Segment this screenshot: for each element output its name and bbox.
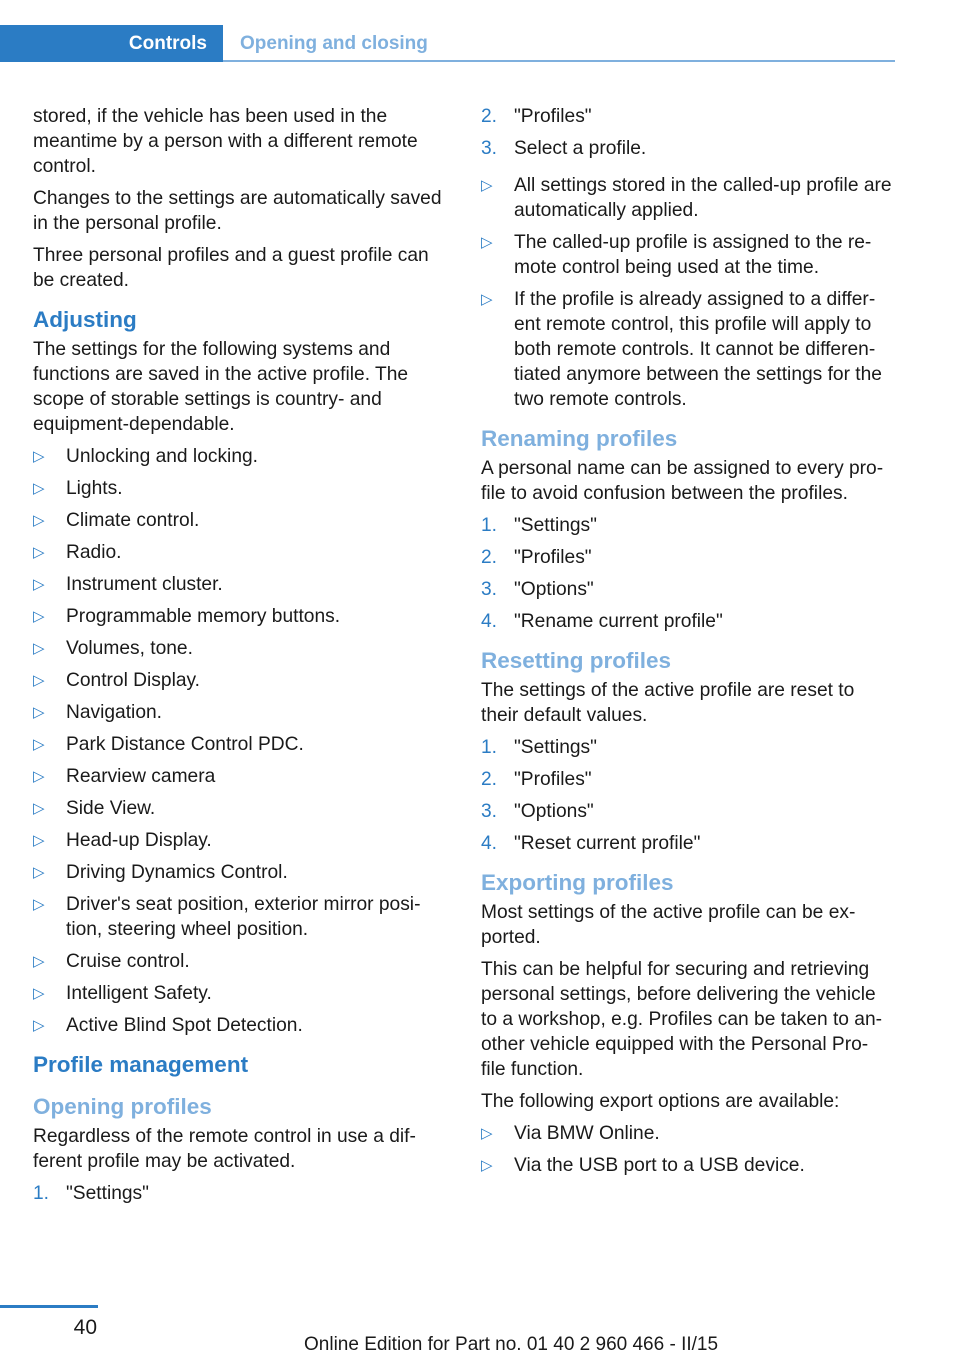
intro-paragraph: Three personal profiles and a guest profile can be created.: [33, 245, 429, 291]
bullet-triangle-icon: ▷: [33, 480, 45, 497]
list-item: [481, 1153, 896, 1178]
header-rule: [223, 60, 895, 62]
list-item: [33, 636, 448, 661]
list-item-text: Control Display.: [66, 670, 201, 691]
opening-results-list: [481, 173, 896, 412]
bullet-triangle-icon: ▷: [481, 291, 493, 308]
list-item: [481, 513, 896, 538]
opening-profiles-heading: Opening profiles: [33, 1094, 212, 1119]
opening-profiles-text: Regardless of the remote control in use a dif‐ ferent profile may be activated.: [33, 1126, 416, 1172]
list-item: [33, 476, 448, 501]
edition-text: Online Edition for Part no. 01 40 2 960 466 - II/15: [304, 1334, 719, 1355]
renaming-steps-list: [481, 513, 896, 634]
bullet-triangle-icon: ▷: [33, 832, 45, 849]
right-column: [481, 104, 896, 1190]
bullet-triangle-icon: ▷: [481, 1157, 493, 1174]
bullet-triangle-icon: ▷: [33, 800, 45, 817]
bullet-triangle-icon: ▷: [33, 704, 45, 721]
list-item-text: The called-up profile is assigned to the re‐ mote control being used at the time.: [514, 232, 872, 278]
list-item: [33, 828, 448, 853]
list-item-text: Via the USB port to a USB device.: [514, 1155, 805, 1176]
list-item: [481, 577, 896, 602]
list-item: [481, 287, 896, 412]
exporting-text: Most settings of the active profile can be ex‐ ported.: [481, 902, 856, 948]
bullet-triangle-icon: ▷: [481, 1125, 493, 1142]
step-text: "Reset current profile": [514, 833, 701, 854]
export-options-list: [481, 1121, 896, 1178]
step-text: "Settings": [514, 737, 597, 758]
list-item: [481, 173, 896, 223]
bullet-triangle-icon: ▷: [33, 864, 45, 881]
step-number: 1.: [33, 1183, 50, 1204]
intro-paragraph: stored, if the vehicle has been used in the meantime by a person with a different remote control.: [33, 106, 418, 177]
step-number: 2.: [481, 547, 498, 568]
step-number: 3.: [481, 801, 498, 822]
step-text: Select a profile.: [514, 138, 647, 159]
step-text: "Settings": [514, 515, 597, 536]
list-item-text: Navigation.: [66, 702, 162, 723]
list-item-text: Via BMW Online.: [514, 1123, 660, 1144]
list-item-text: Climate control.: [66, 510, 200, 531]
bullet-triangle-icon: ▷: [33, 896, 45, 913]
list-item: [33, 444, 448, 469]
bullet-triangle-icon: ▷: [33, 985, 45, 1002]
list-item: [481, 136, 896, 161]
bullet-triangle-icon: ▷: [33, 672, 45, 689]
bullet-triangle-icon: ▷: [33, 1017, 45, 1034]
step-number: 2.: [481, 769, 498, 790]
list-item: [33, 1013, 448, 1038]
step-number: 1.: [481, 515, 498, 536]
step-text: "Profiles": [514, 547, 592, 568]
step-text: "Options": [514, 579, 594, 600]
list-item: [33, 732, 448, 757]
list-item: [33, 508, 448, 533]
bullet-triangle-icon: ▷: [33, 512, 45, 529]
bullet-triangle-icon: ▷: [33, 576, 45, 593]
step-text: "Settings": [66, 1183, 149, 1204]
list-item: [33, 1181, 448, 1206]
step-number: 3.: [481, 579, 498, 600]
list-item: [33, 796, 448, 821]
list-item-text: All settings stored in the called-up profile are automatically applied.: [514, 175, 892, 221]
list-item: [481, 767, 896, 792]
renaming-profiles-heading: Renaming profiles: [481, 426, 678, 451]
list-item: [33, 764, 448, 789]
list-item-text: Radio.: [66, 542, 122, 563]
list-item-text: Head-up Display.: [66, 830, 212, 851]
list-item-text: Driver's seat position, exterior mirror posi‐ tion, steering wheel position.: [66, 894, 421, 940]
intro-paragraph: Changes to the settings are automatically saved in the personal profile.: [33, 188, 442, 234]
list-item: [33, 700, 448, 725]
list-item: [33, 892, 448, 942]
step-number: 1.: [481, 737, 498, 758]
list-item-text: Driving Dynamics Control.: [66, 862, 288, 883]
step-number: 2.: [481, 106, 498, 127]
list-item: [481, 104, 896, 129]
subsection-tab: Opening and closing: [240, 32, 428, 54]
step-text: "Profiles": [514, 106, 592, 127]
list-item-text: Park Distance Control PDC.: [66, 734, 304, 755]
exporting-text: The following export options are available:: [481, 1091, 840, 1112]
adjusting-list: [33, 444, 448, 1038]
bullet-triangle-icon: ▷: [481, 234, 493, 251]
step-text: "Profiles": [514, 769, 592, 790]
list-item: [481, 735, 896, 760]
list-item: [33, 604, 448, 629]
bullet-triangle-icon: ▷: [33, 448, 45, 465]
bullet-triangle-icon: ▷: [33, 768, 45, 785]
list-item-text: Active Blind Spot Detection.: [66, 1015, 303, 1036]
list-item-text: Intelligent Safety.: [66, 983, 212, 1004]
bullet-triangle-icon: ▷: [33, 544, 45, 561]
exporting-profiles-heading: Exporting profiles: [481, 870, 674, 895]
step-number: 4.: [481, 611, 498, 632]
list-item-text: Cruise control.: [66, 951, 190, 972]
exporting-text: This can be helpful for securing and retrieving personal settings, before delivering the vehicle to a workshop, e.g. Profiles can be taken to an‐ other vehicle equipped with the Personal Pro‐ file function.: [481, 959, 883, 1080]
resetting-steps-list: [481, 735, 896, 856]
list-item: [481, 545, 896, 570]
bullet-triangle-icon: ▷: [33, 953, 45, 970]
opening-steps-list: [33, 1181, 448, 1206]
list-item-text: Instrument cluster.: [66, 574, 223, 595]
opening-steps-continued: [481, 104, 896, 161]
resetting-profiles-text: The settings of the active profile are reset to their default values.: [481, 680, 855, 726]
resetting-profiles-heading: Resetting profiles: [481, 648, 672, 673]
list-item-text: If the profile is already assigned to a differ‐ ent remote control, this profile will apply to both remote controls. It cannot be differen‐ tiated anymore between the settings for the two remote controls.: [514, 289, 882, 410]
list-item-text: Programmable memory buttons.: [66, 606, 341, 627]
step-number: 4.: [481, 833, 498, 854]
step-text: "Options": [514, 801, 594, 822]
list-item: [33, 949, 448, 974]
renaming-profiles-text: A personal name can be assigned to every pro‐ file to avoid confusion between the profiles.: [481, 458, 884, 504]
list-item: [33, 860, 448, 885]
bullet-triangle-icon: ▷: [481, 177, 493, 194]
list-item: [481, 799, 896, 824]
bullet-triangle-icon: ▷: [33, 608, 45, 625]
list-item: [481, 609, 896, 634]
page-header: [0, 25, 895, 62]
bullet-triangle-icon: ▷: [33, 640, 45, 657]
list-item-text: Unlocking and locking.: [66, 446, 258, 467]
left-column: [33, 104, 448, 1218]
list-item-text: Rearview camera: [66, 766, 216, 787]
step-number: 3.: [481, 138, 498, 159]
list-item-text: Volumes, tone.: [66, 638, 193, 659]
list-item: [481, 230, 896, 280]
profile-management-heading: Profile management: [33, 1052, 249, 1077]
list-item: [33, 540, 448, 565]
bullet-triangle-icon: ▷: [33, 736, 45, 753]
page-number: 40: [73, 1316, 97, 1339]
list-item: [33, 981, 448, 1006]
list-item: [33, 572, 448, 597]
section-tab: Controls: [0, 25, 223, 62]
list-item: [33, 668, 448, 693]
list-item-text: Side View.: [66, 798, 156, 819]
list-item-text: Lights.: [66, 478, 123, 499]
list-item: [481, 1121, 896, 1146]
adjusting-heading: Adjusting: [33, 307, 137, 332]
adjusting-text: The settings for the following systems and functions are saved in the active profile. The scope of storable settings is country- and equipment-dependable.: [33, 339, 409, 435]
footer-rule: [0, 1305, 98, 1308]
list-item: [481, 831, 896, 856]
step-text: "Rename current profile": [514, 611, 723, 632]
